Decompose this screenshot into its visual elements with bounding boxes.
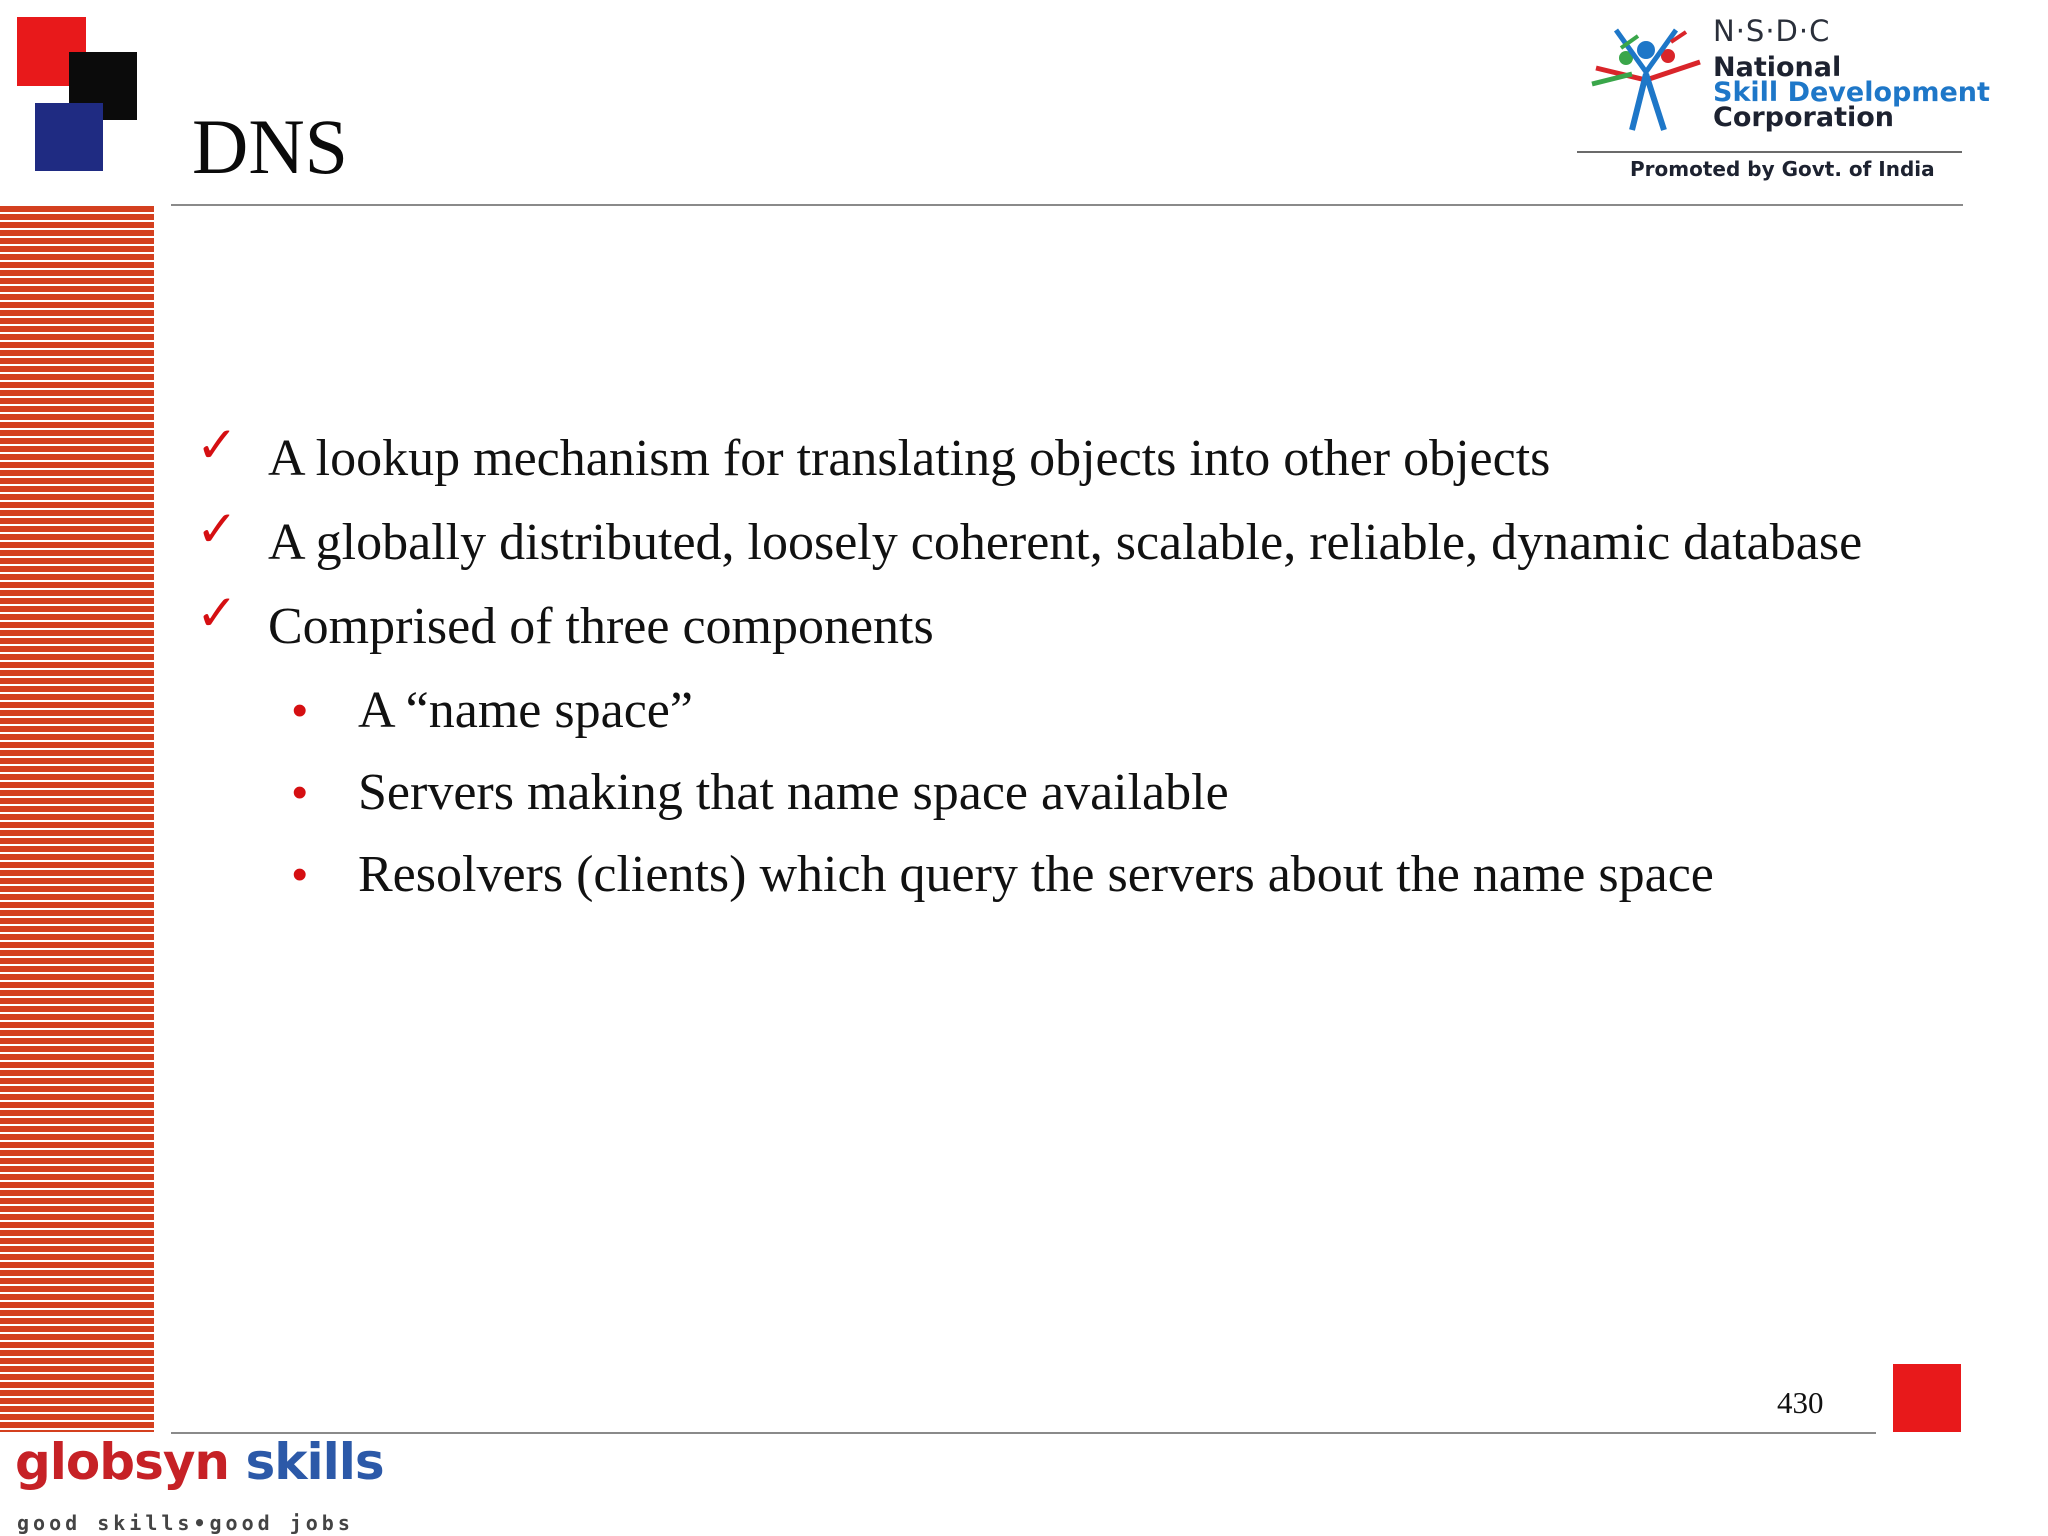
nsdc-promoted-text: Promoted by Govt. of India <box>1630 157 1935 181</box>
nsdc-divider <box>1577 151 1962 153</box>
checkmark-icon: ✓ <box>196 500 238 558</box>
bullet-text: A globally distributed, loosely coherent, scalable, reliable, dynamic database <box>268 514 1863 571</box>
bullet-dot-icon: • <box>292 850 308 899</box>
nsdc-line-skill-development: Skill Development <box>1713 77 1990 108</box>
sub-bullet-item <box>196 759 1876 827</box>
bullet-item <box>196 500 1876 577</box>
page-number: 430 <box>1777 1385 1824 1420</box>
bullet-text: A lookup mechanism for translating objects into other objects <box>268 430 1551 487</box>
bullet-item <box>196 584 1876 661</box>
sub-bullet-text: A “name space” <box>358 682 693 739</box>
bullet-item <box>196 416 1876 493</box>
bullet-dot-icon: • <box>292 768 308 817</box>
checkmark-icon: ✓ <box>196 416 238 474</box>
logo-square-navy <box>35 103 103 171</box>
sub-bullet-text: Servers making that name space available <box>358 764 1229 821</box>
globsyn-tagline: good skills•good jobs <box>17 1511 354 1535</box>
checkmark-icon: ✓ <box>196 584 238 642</box>
slide-content <box>196 416 1876 923</box>
nsdc-line-national: National <box>1713 52 1842 83</box>
sub-bullet-item <box>196 841 1876 909</box>
footer-divider <box>171 1432 1876 1434</box>
nsdc-line-corporation: Corporation <box>1713 102 1895 133</box>
footer-square-red <box>1893 1364 1961 1432</box>
globsyn-word: globsyn <box>15 1433 230 1491</box>
title-divider <box>171 204 1963 206</box>
slide-title: DNS <box>192 103 349 190</box>
skills-word: skills <box>245 1433 384 1491</box>
globsyn-logo <box>15 1433 384 1491</box>
side-stripe-bar <box>0 206 154 1432</box>
sub-bullet-item <box>196 677 1876 745</box>
bullet-text: Comprised of three components <box>268 598 934 655</box>
sub-bullet-text: Resolvers (clients) which query the servers about the name space <box>358 846 1714 903</box>
nsdc-abbreviation: N·S·D·C <box>1713 14 1831 48</box>
bullet-dot-icon: • <box>292 686 308 735</box>
